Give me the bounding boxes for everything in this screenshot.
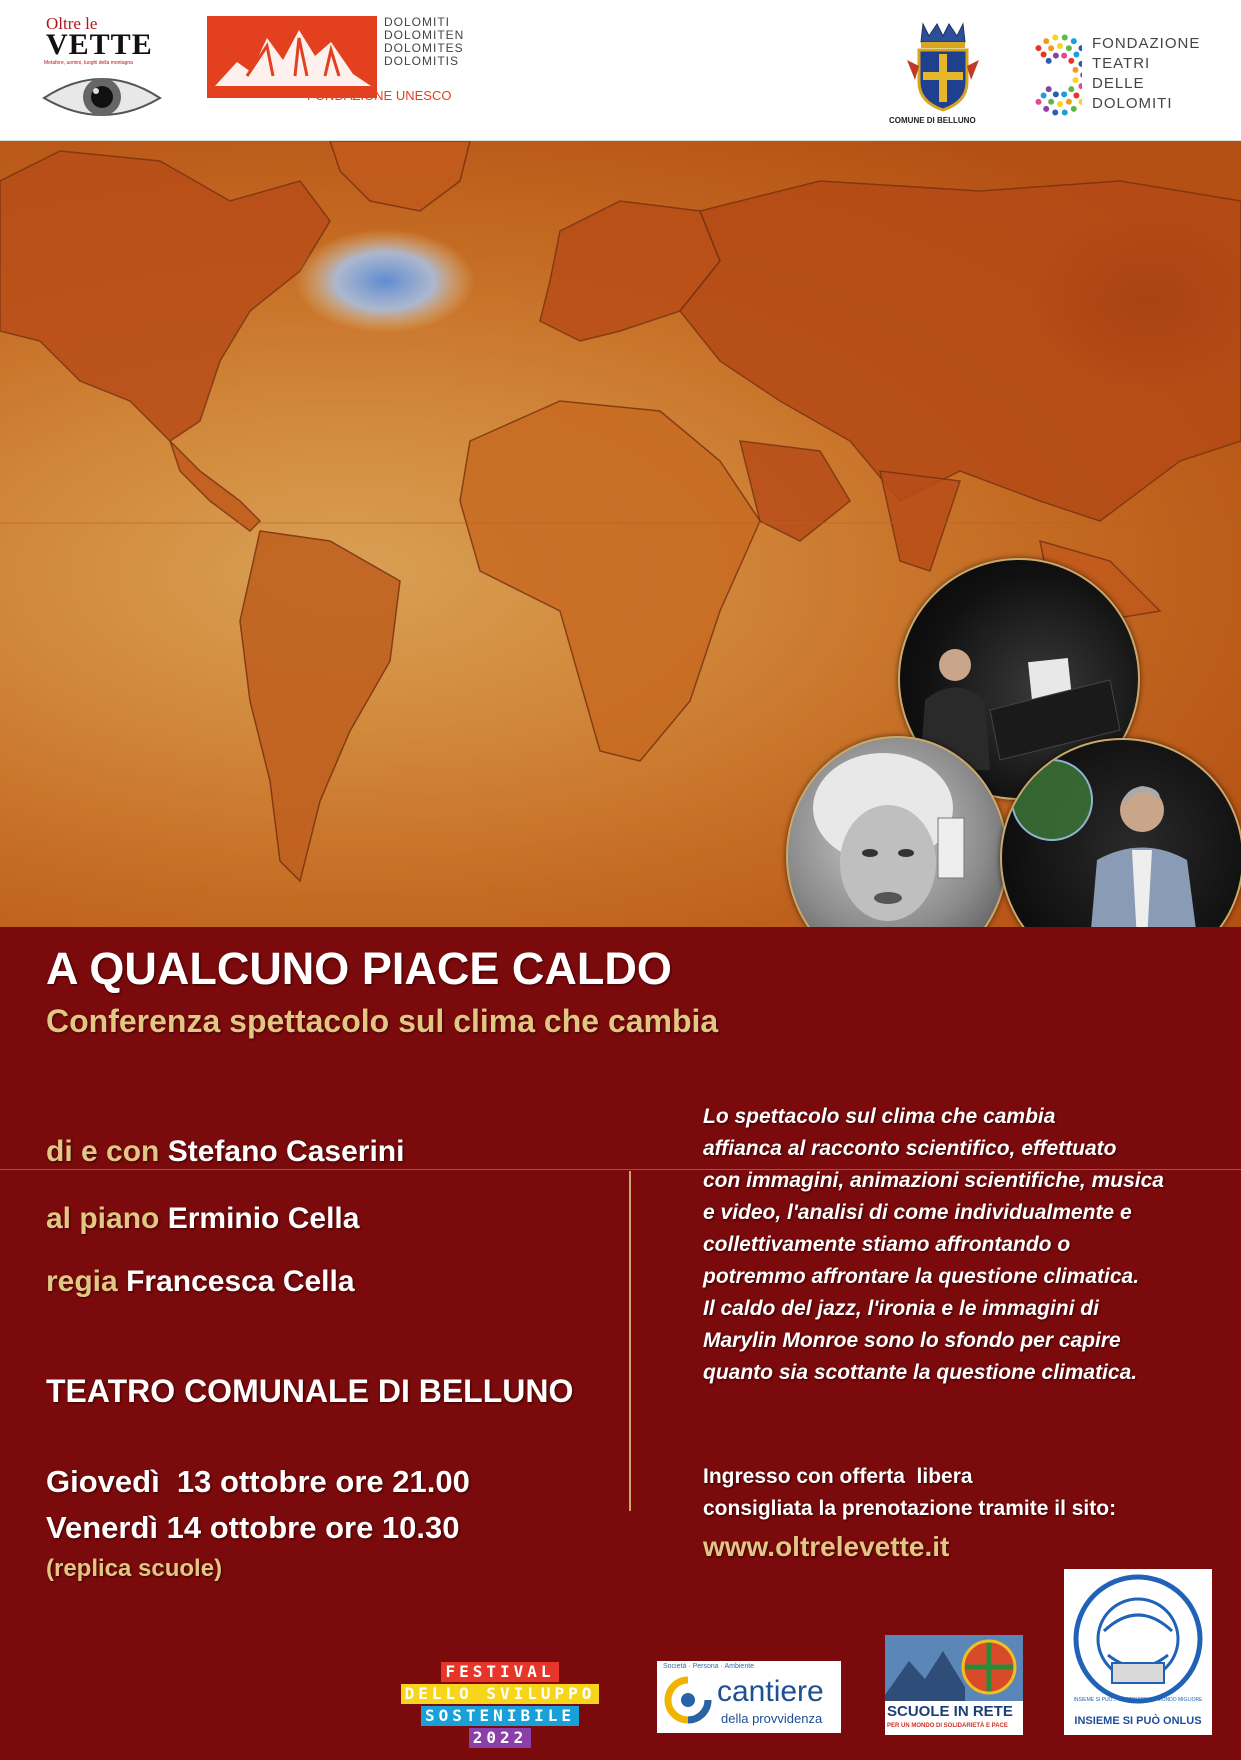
globe-hands-icon	[1064, 1569, 1212, 1709]
credit-role: al piano	[46, 1202, 160, 1235]
dolomiti-unesco-logo	[207, 15, 465, 112]
dolomiti-name-2: DOLOMITES	[384, 41, 464, 55]
credit-name: Francesca Cella	[126, 1265, 355, 1298]
ring-dot	[1078, 99, 1082, 105]
oltre-logo-line2: VETTE	[46, 28, 153, 61]
credit-role: di e con	[46, 1135, 160, 1168]
venue: TEATRO COMUNALE DI BELLUNO	[46, 1373, 574, 1409]
dolomiti-name-0: DOLOMITI	[384, 15, 451, 29]
description-line: Il caldo del jazz, l'ironia e le immagini di	[703, 1297, 1099, 1320]
cantiere-name: cantiere	[717, 1675, 824, 1708]
mountain-icon	[207, 16, 377, 98]
greenland-shape	[330, 141, 470, 211]
festival-row	[378, 1706, 622, 1728]
ring-dot	[1061, 53, 1067, 59]
ring-dot	[1062, 34, 1068, 40]
ring-dot	[1057, 101, 1063, 107]
description-line: Lo spettacolo sul clima che cambia	[703, 1105, 1056, 1128]
ring-dot	[1072, 77, 1078, 83]
eye-icon	[40, 66, 164, 128]
event-title: A QUALCUNO PIACE CALDO	[46, 943, 672, 994]
vertical-divider	[629, 1171, 631, 1511]
website-link[interactable]: www.oltrelevette.it	[703, 1531, 950, 1562]
ring-dot	[1071, 38, 1077, 44]
date-line-1: Venerdì 14 ottobre ore 10.30	[46, 1510, 460, 1545]
ring-dot	[1041, 93, 1047, 99]
dolomiti-foundation	[307, 88, 451, 103]
ring-dot	[1066, 99, 1072, 105]
dates-note: (replica scuole)	[46, 1555, 223, 1582]
cold-anomaly-spot	[295, 229, 475, 333]
event-info-panel	[0, 927, 1241, 1755]
festival-row	[378, 1684, 622, 1706]
ring-dot	[1071, 106, 1077, 112]
description-line: e video, l'analisi di come individualmente e	[703, 1201, 1132, 1224]
festival-row	[378, 1662, 622, 1684]
cantiere-logo	[657, 1661, 841, 1733]
festival-row-text: FESTIVAL	[441, 1662, 558, 1682]
festival-rows	[378, 1662, 622, 1750]
description-line: Marylin Monroe sono lo sfondo per capire	[703, 1329, 1121, 1352]
ring-dot	[1036, 45, 1042, 51]
dolomiti-name-3: DOLOMITIS	[384, 54, 460, 68]
ring-dot	[1078, 45, 1082, 51]
scuole-sub: PER UN MONDO DI SOLIDARIETÀ E PACE	[887, 1723, 1008, 1729]
ring-dot	[1048, 99, 1054, 105]
ring-dot	[1078, 61, 1082, 67]
description-line: con immagini, animazioni scientifiche, musica	[703, 1169, 1164, 1192]
comune-label: COMUNE DI BELLUNO	[889, 116, 976, 125]
header-bar	[0, 0, 1241, 141]
scuole-in-rete-logo	[885, 1635, 1023, 1735]
date-line-0: Giovedì 13 ottobre ore 21.00	[46, 1464, 470, 1499]
africa-shape	[460, 401, 760, 761]
oltre-logo-tagline: Metafore, uomini, luoghi della montagna	[44, 60, 133, 66]
festival-logo	[378, 1662, 622, 1760]
credit-name: Erminio Cella	[167, 1202, 360, 1235]
ring-dot	[1062, 110, 1068, 116]
credit-row-1	[46, 1202, 359, 1236]
insieme-si-puo-logo	[1064, 1569, 1212, 1735]
festival-row	[378, 1728, 622, 1750]
teatri-line-2: DELLE	[1092, 75, 1145, 92]
ring-dot	[1048, 45, 1054, 51]
description	[703, 1101, 1164, 1389]
ring-dot	[1036, 99, 1042, 105]
teatri-line-3: DOLOMITI	[1092, 95, 1173, 112]
globe-mountains-icon	[885, 1635, 1023, 1701]
ring-dot	[1046, 58, 1052, 64]
festival-row-text: DELLO SVILUPPO	[401, 1684, 600, 1704]
ring-dot	[1052, 110, 1058, 116]
ring-dot	[1053, 53, 1059, 59]
south-america-shape	[240, 531, 400, 881]
ring-dot	[1073, 51, 1079, 57]
event-subtitle: Conferenza spettacolo sul clima che cambia	[46, 1003, 719, 1039]
description-line: collettivamente stiamo affrontando o	[703, 1233, 1071, 1256]
oltre-le-vette-logo	[40, 14, 170, 126]
credit-role: regia	[46, 1265, 118, 1298]
ring-dot	[1057, 43, 1063, 49]
coat-of-arms-icon	[893, 20, 993, 112]
dolomiti-name-1: DOLOMITEN	[384, 28, 465, 42]
oltre-logo-line1: Oltre le	[46, 14, 98, 33]
cantiere-small-text: Società · Persona · Ambiente	[663, 1663, 755, 1670]
ring-dot	[1068, 86, 1074, 92]
dolomiti-foundation-word: FONDAZIONE	[307, 88, 393, 103]
ring-dot	[1052, 34, 1058, 40]
festival-row-text: SOSTENIBILE	[421, 1706, 579, 1726]
teatri-line-0: FONDAZIONE	[1092, 35, 1201, 52]
ring-dot	[1046, 86, 1052, 92]
entry-line-2: consigliata la prenotazione tramite il sito:	[703, 1497, 1117, 1520]
central-america-shape	[170, 441, 260, 531]
teatri-dolomiti-logo	[1020, 32, 1220, 122]
festival-row-text: 2022	[469, 1728, 532, 1748]
dolomiti-red-block	[207, 16, 377, 98]
dolomiti-names	[384, 16, 464, 68]
credit-name: Stefano Caserini	[167, 1135, 405, 1168]
insieme-ring-text: INSIEME SI PUÒ... COSTRUIRE UN MONDO MIGLIORE	[1073, 1697, 1203, 1703]
dotted-ring-icon	[1020, 32, 1082, 118]
ring-dot	[1068, 58, 1074, 64]
teatri-line-1: TEATRI	[1092, 55, 1151, 72]
credit-row-0	[46, 1135, 404, 1169]
comune-di-belluno-logo	[889, 20, 993, 130]
description-line: potremmo affrontare la questione climatica.	[703, 1265, 1140, 1288]
entry-line-1: Ingresso con offerta libera	[703, 1465, 973, 1488]
dolomiti-unesco-word: UNESCO	[395, 88, 452, 103]
insieme-label: INSIEME SI PUÒ ONLUS	[1074, 1715, 1202, 1727]
ring-dot	[1078, 83, 1082, 89]
description-line: quanto sia scottante la questione climatica.	[703, 1361, 1138, 1384]
ring-dot	[1066, 45, 1072, 51]
ring-dot	[1043, 106, 1049, 112]
teatri-lines	[1092, 34, 1200, 114]
description-line: affianca al racconto scientifico, effettuato	[703, 1137, 1117, 1160]
credit-row-2	[46, 1265, 355, 1299]
cantiere-sub: della provvidenza	[721, 1711, 823, 1726]
ring-dot	[1073, 93, 1079, 99]
ring-dot	[1043, 38, 1049, 44]
ring-dot	[1080, 72, 1082, 78]
india-shape	[880, 471, 960, 571]
ring-dot	[1041, 51, 1047, 57]
ring-dot	[1053, 91, 1059, 97]
ring-dot	[1072, 67, 1078, 73]
north-america-shape	[0, 151, 330, 441]
swirl-icon	[663, 1675, 713, 1725]
scuole-name: SCUOLE IN RETE	[887, 1703, 1013, 1720]
ring-dot	[1061, 91, 1067, 97]
